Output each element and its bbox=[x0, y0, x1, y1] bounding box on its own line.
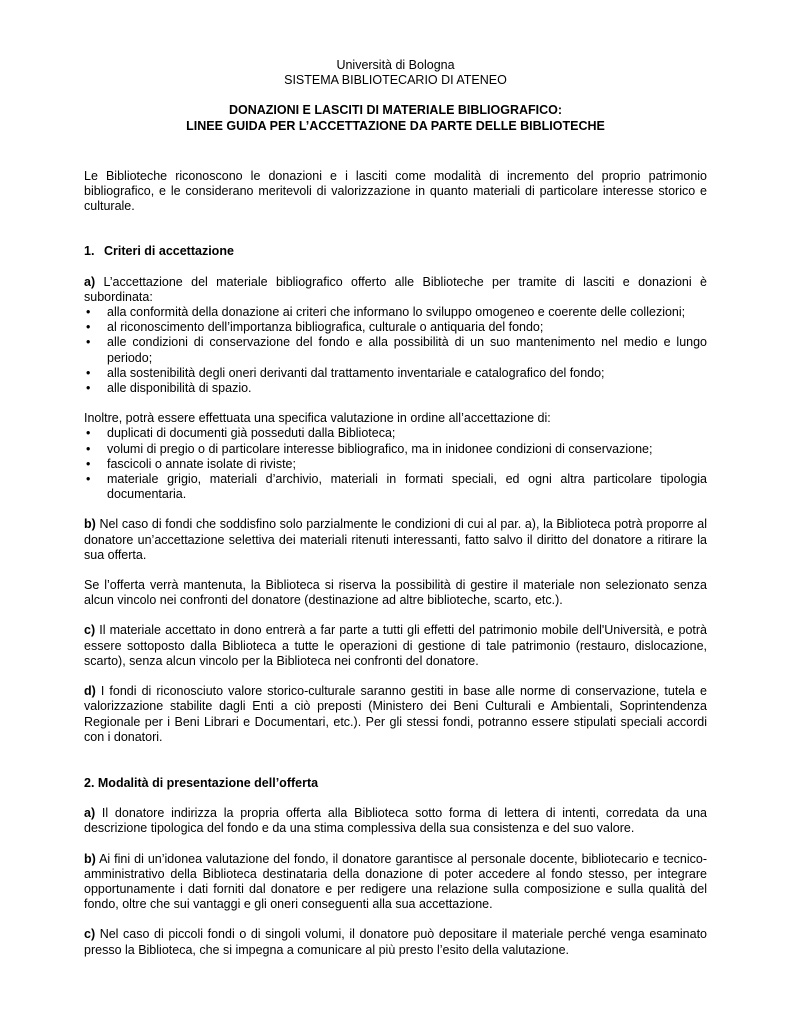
paragraph-label: a) bbox=[84, 806, 96, 821]
university-name: Università di Bologna bbox=[336, 58, 455, 72]
document-title bbox=[84, 103, 707, 133]
section-1-paragraph-a bbox=[84, 275, 707, 305]
institution-header bbox=[84, 58, 707, 88]
paragraph-text: Nel caso di fondi che soddisfino solo parzialmente le condizioni di cui al par. a), la Biblioteca potrà proporre al donatore un’accettazione selettiva dei materiali ritenuti interessanti, fatto salvo il diritto del donatore a ritirare la sua offerta. bbox=[84, 517, 707, 562]
section-1-paragraph-b-followup: Se l’offerta verrà mantenuta, la Biblioteca si riserva la possibilità di gestire il materiale non selezionato senza alcun vincolo nei confronti del donatore (destinazione ad altre biblioteche, scarto, etc.). bbox=[84, 578, 707, 608]
further-evaluation-list bbox=[84, 426, 707, 502]
section-1-paragraph-b bbox=[84, 517, 707, 563]
section-1-paragraph-d bbox=[84, 684, 707, 745]
paragraph-label: b) bbox=[84, 851, 96, 866]
library-system-name: SISTEMA BIBLIOTECARIO DI ATENEO bbox=[284, 73, 507, 88]
acceptance-criteria-list bbox=[84, 305, 707, 396]
paragraph-label: a) bbox=[84, 274, 96, 289]
further-evaluation-paragraph: Inoltre, potrà essere effettuata una specifica valutazione in ordine all’accettazione di: bbox=[84, 411, 551, 426]
paragraph-text: Il donatore indirizza la propria offerta alla Biblioteca sotto forma di lettera di intenti, corredata da una descrizione tipologica del fondo e da una stima complessiva della sua consistenza e del suo valore. bbox=[84, 806, 707, 836]
paragraph-text: Il materiale accettato in dono entrerà a far parte a tutti gli effetti del patrimonio mobile dell'Università, e potrà essere sottoposto dalla Biblioteca a tutte le operazioni di gestione di tale patrimonio (restauro, dislocazione, scarto), senza alcun vincolo per la Biblioteca nei confronti del donatore. bbox=[84, 623, 707, 668]
list-item: • volumi di pregio o di particolare interesse bibliografico, ma in inidonee condizioni di conservazione; bbox=[84, 442, 707, 457]
list-item: • materiale grigio, materiali d’archivio, materiali in formati speciali, ed ogni altra particolare tipologia documentaria. bbox=[84, 472, 707, 502]
list-item: • al riconoscimento dell’importanza bibliografica, culturale o antiquaria del fondo; bbox=[84, 320, 707, 335]
paragraph-text: L’accettazione del materiale bibliografico offerto alle Biblioteche per tramite di lasciti e donazioni è subordinata: bbox=[84, 274, 707, 304]
title-line-1: DONAZIONI E LASCITI DI MATERIALE BIBLIOGRAFICO: bbox=[228, 103, 563, 118]
intro-paragraph: Le Biblioteche riconoscono le donazioni e i lasciti come modalità di incremento del proprio patrimonio bibliografico, e le considerano meritevoli di valorizzazione in quanto materiali di particolare interesse storico e culturale. bbox=[84, 168, 707, 214]
paragraph-label: c) bbox=[84, 927, 96, 942]
paragraph-text: Nel caso di piccoli fondi o di singoli volumi, il donatore può depositare il materiale perché venga esaminato presso la Biblioteca, che si impegna a comunicare al più presto l’esito della valutazione. bbox=[84, 927, 707, 957]
section-1-number: 1. bbox=[84, 244, 95, 259]
list-item: • alla sostenibilità degli oneri derivanti dal trattamento inventariale e catalografico del fondo; bbox=[84, 366, 707, 381]
section-1-title: Criteri di accettazione bbox=[104, 244, 234, 259]
paragraph-label: b) bbox=[84, 517, 96, 532]
paragraph-label: c) bbox=[84, 623, 96, 638]
paragraph-text: Ai fini di un’idonea valutazione del fondo, il donatore garantisce al personale docente, bibliotecario e tecnico-amministrativo della Biblioteca destinataria della donazione di poter accedere al fondo stesso, per integrare opportunamente i dati forniti dal donatore e per redigere una relazione sulla composizione e sulla qualità del fondo, oltre che sui vantaggi e gli oneri conseguenti alla sua accettazione. bbox=[84, 851, 707, 912]
paragraph-label: d) bbox=[84, 684, 96, 699]
paragraph-text: I fondi di riconosciuto valore storico-culturale saranno gestiti in base alle norme di conservazione, tutela e valorizzazione stabilite dagli Enti a ciò preposti (Ministero dei Beni Culturali e Ambientali, Soprintendenza Regionale per i Beni Librari e Documentari, etc.). Per gli stessi fondi, potranno essere stipulati speciali accordi con i donatori. bbox=[84, 684, 707, 744]
section-2-paragraph-b bbox=[84, 852, 707, 913]
list-item: • alle disponibilità di spazio. bbox=[84, 381, 707, 396]
section-2-heading: 2. Modalità di presentazione dell’offerta bbox=[84, 775, 319, 790]
section-1-heading bbox=[84, 244, 707, 259]
list-item: • fascicoli o annate isolate di riviste; bbox=[84, 457, 707, 472]
list-item: • alla conformità della donazione ai criteri che informano lo sviluppo omogeneo e coerente delle collezioni; bbox=[84, 305, 707, 320]
list-item: • alle condizioni di conservazione del fondo e alla possibilità di un suo mantenimento nel medio e lungo periodo; bbox=[84, 335, 707, 365]
title-line-2: LINEE GUIDA PER L’ACCETTAZIONE DA PARTE DELLE BIBLIOTECHE bbox=[186, 118, 605, 133]
section-1-paragraph-c bbox=[84, 623, 707, 669]
section-2-paragraph-a bbox=[84, 806, 707, 836]
section-2-paragraph-c bbox=[84, 927, 707, 957]
list-item: • duplicati di documenti già posseduti dalla Biblioteca; bbox=[84, 426, 707, 441]
